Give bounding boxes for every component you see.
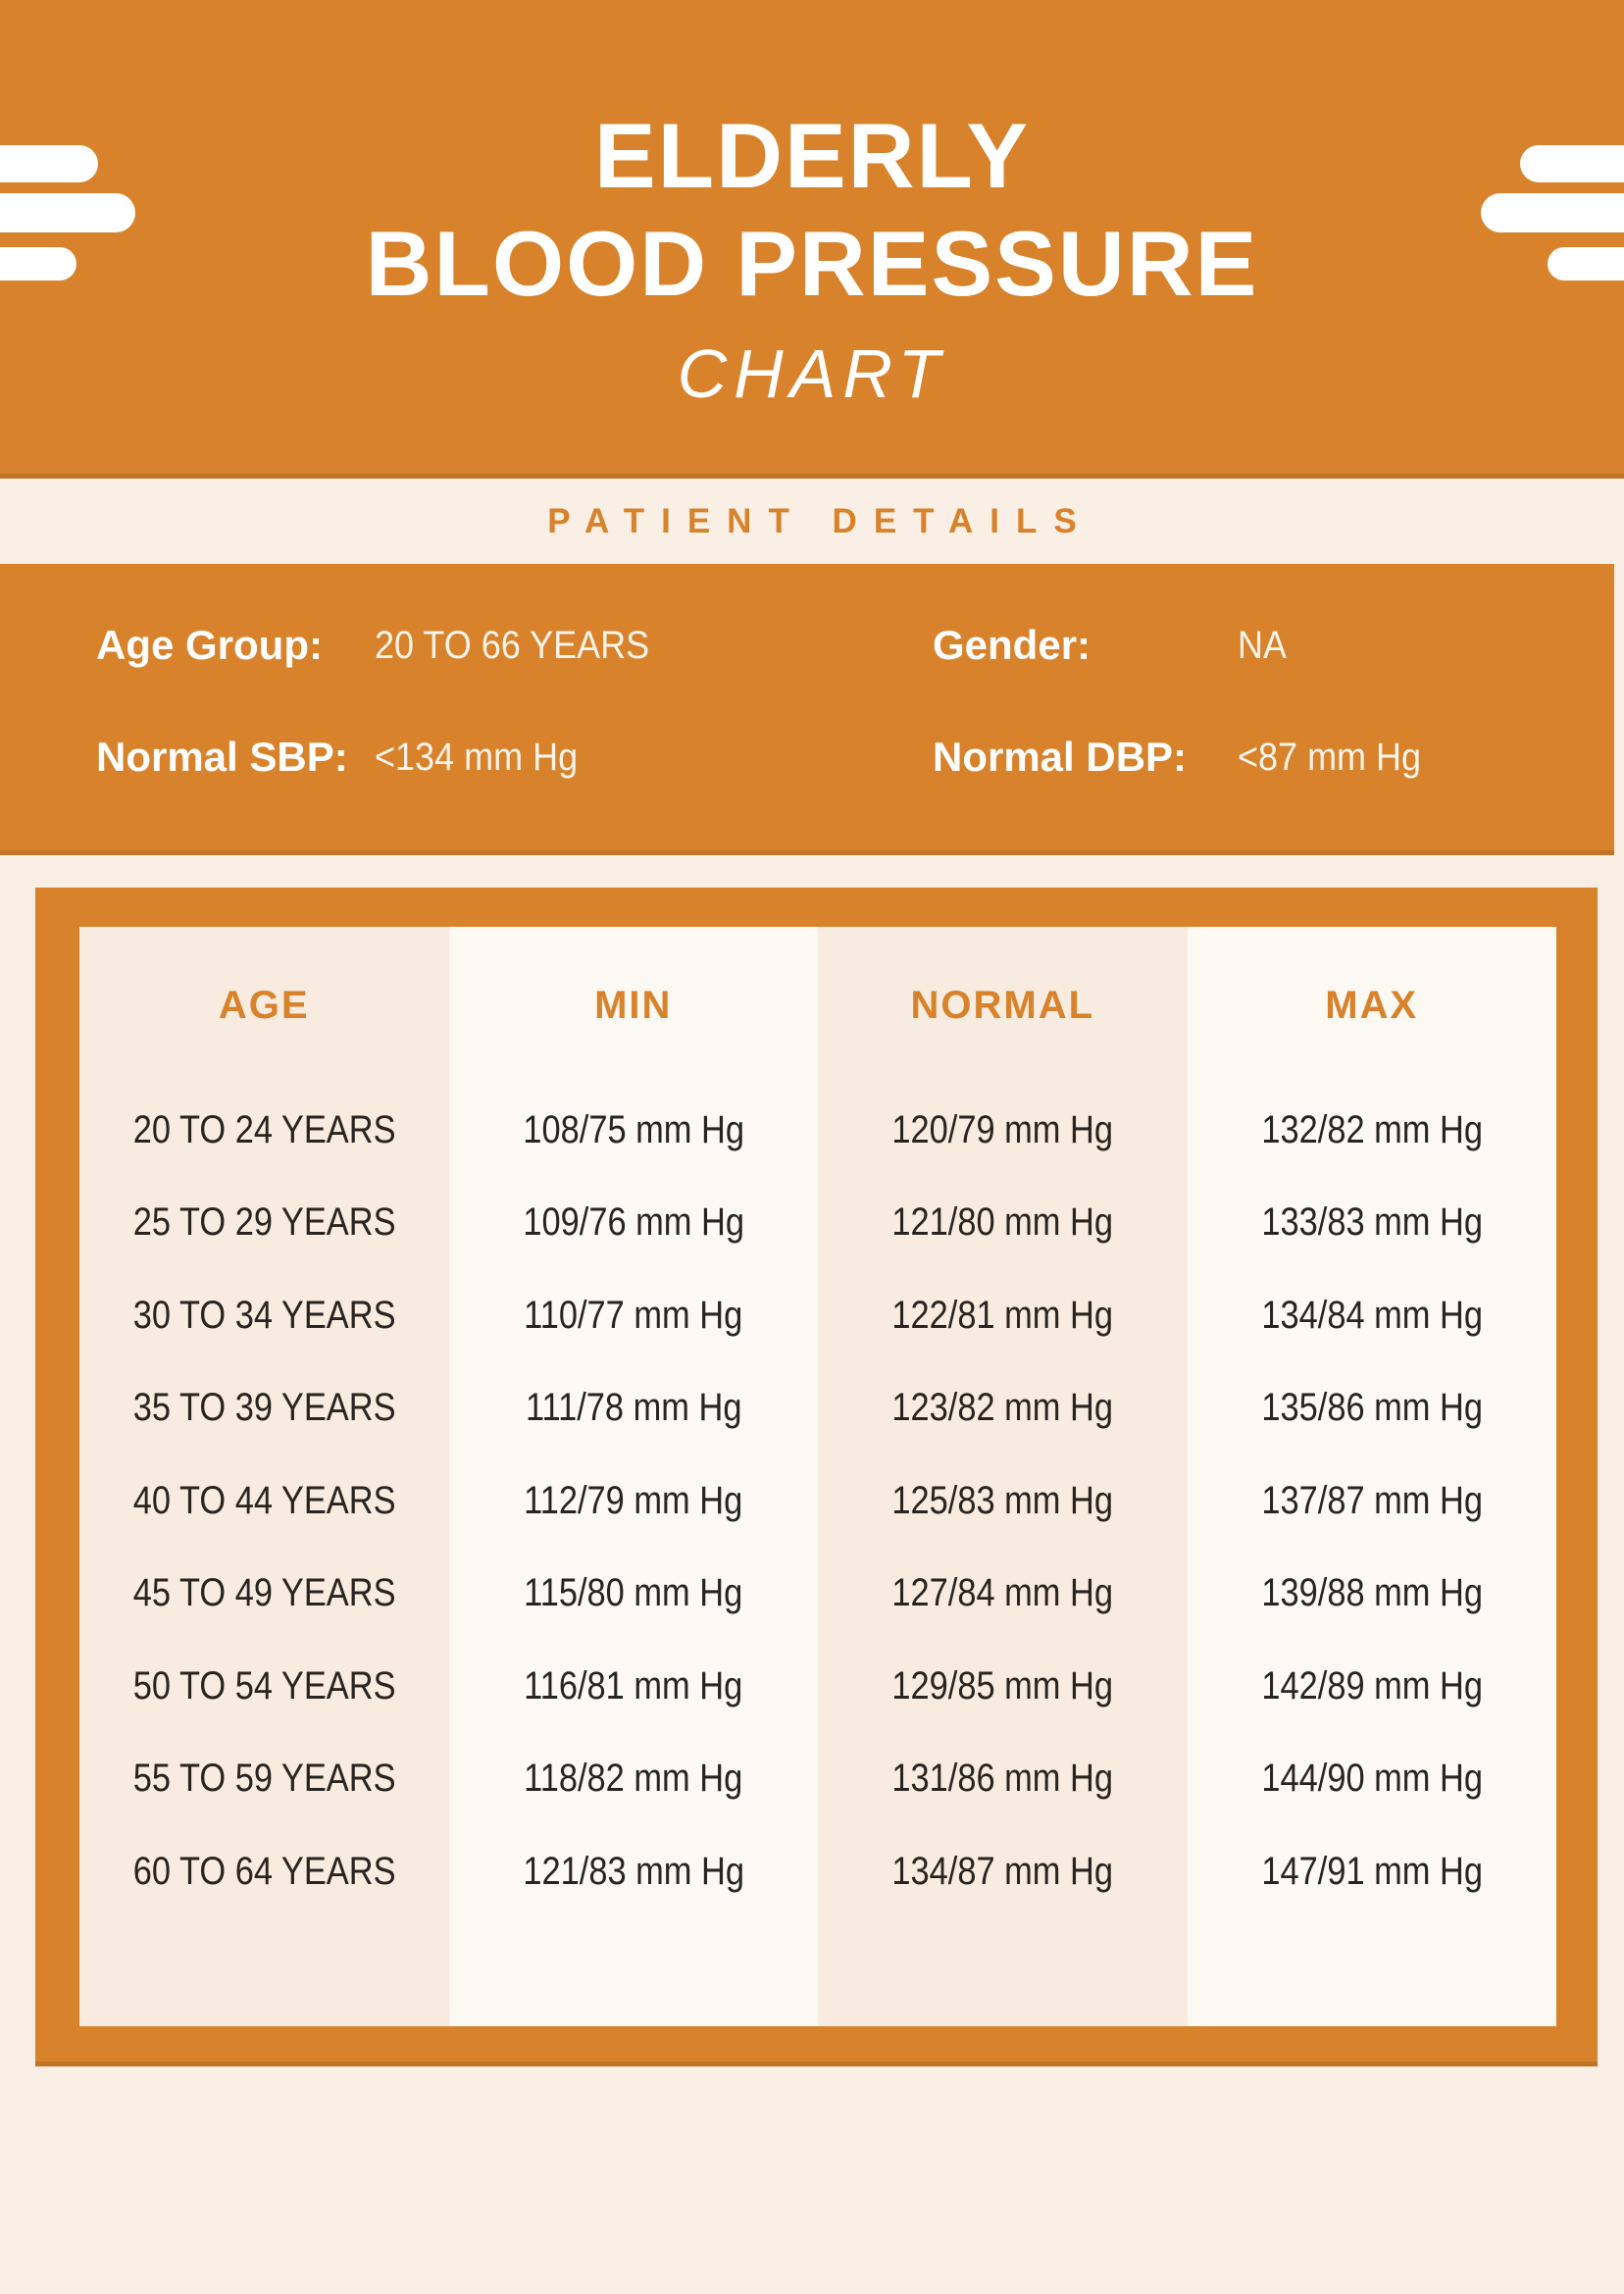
table-cell: 147/91 mm Hg [1260, 1849, 1483, 1893]
patient-details-strip [0, 479, 1624, 564]
table-cell: 50 TO 54 YEARS [132, 1663, 396, 1708]
age-group-label: Age Group: [96, 622, 323, 668]
table-cell: 121/83 mm Hg [522, 1849, 744, 1893]
table-column-normal [818, 927, 1188, 2026]
table-cell: 121/80 mm Hg [891, 1200, 1114, 1245]
table-cell: 134/87 mm Hg [891, 1849, 1114, 1893]
table-cell: 111/78 mm Hg [525, 1386, 742, 1430]
table-cell: 110/77 mm Hg [524, 1293, 743, 1337]
normal-dbp-value: <87 mm Hg [1238, 736, 1422, 779]
table-cell: 116/81 mm Hg [524, 1663, 743, 1708]
column-header-max: MAX [1325, 983, 1419, 1027]
bp-table [79, 927, 1556, 2026]
decor-bar-left-3 [0, 247, 76, 280]
table-column-max [1188, 927, 1557, 2026]
table-column-age [79, 927, 449, 2026]
table-cell: 45 TO 49 YEARS [132, 1571, 396, 1615]
table-cell: 20 TO 24 YEARS [132, 1107, 396, 1151]
column-header-age: AGE [218, 983, 310, 1027]
table-cell: 133/83 mm Hg [1260, 1200, 1483, 1245]
table-cell: 35 TO 39 YEARS [132, 1386, 396, 1430]
table-cell: 40 TO 44 YEARS [132, 1478, 396, 1522]
table-cell: 139/88 mm Hg [1260, 1571, 1483, 1615]
header-band [0, 0, 1624, 479]
patient-details-band [0, 564, 1614, 855]
decor-bar-right-3 [1548, 247, 1624, 280]
table-cell: 55 TO 59 YEARS [132, 1757, 396, 1801]
table-cell: 123/82 mm Hg [891, 1386, 1114, 1430]
decor-bar-right-2 [1481, 193, 1624, 232]
table-cell: 131/86 mm Hg [891, 1757, 1114, 1801]
normal-sbp-label: Normal SBP: [96, 734, 348, 780]
table-cell: 109/76 mm Hg [522, 1200, 744, 1245]
table-cell: 30 TO 34 YEARS [132, 1293, 396, 1337]
table-cell: 135/86 mm Hg [1260, 1386, 1483, 1430]
column-header-min: MIN [594, 983, 673, 1027]
table-cell: 122/81 mm Hg [891, 1293, 1114, 1337]
decor-bar-left-1 [0, 145, 98, 182]
table-cell: 132/82 mm Hg [1260, 1107, 1483, 1151]
table-cell: 118/82 mm Hg [524, 1757, 743, 1801]
table-cell: 134/84 mm Hg [1260, 1293, 1483, 1337]
gender-label: Gender: [933, 622, 1091, 668]
gender-value: NA [1238, 624, 1288, 667]
page-subtitle: CHART [677, 335, 947, 412]
table-cell: 115/80 mm Hg [524, 1571, 743, 1615]
table-cell: 144/90 mm Hg [1260, 1757, 1483, 1801]
table-cell: 129/85 mm Hg [891, 1663, 1114, 1708]
table-cell: 120/79 mm Hg [891, 1107, 1114, 1151]
page-title-line-2: BLOOD PRESSURE [365, 212, 1259, 315]
table-cell: 142/89 mm Hg [1260, 1663, 1483, 1708]
table-cell: 60 TO 64 YEARS [132, 1849, 396, 1893]
table-cell: 127/84 mm Hg [891, 1571, 1114, 1615]
patient-details-title: PATIENT DETAILS [547, 501, 1093, 540]
table-cell: 125/83 mm Hg [891, 1478, 1114, 1522]
table-cell: 108/75 mm Hg [522, 1107, 744, 1151]
table-column-min [449, 927, 819, 2026]
table-cell: 112/79 mm Hg [524, 1478, 743, 1522]
decor-bar-right-1 [1520, 145, 1624, 182]
bp-table-container [35, 888, 1598, 2066]
age-group-value: 20 TO 66 YEARS [375, 624, 650, 667]
decor-bar-left-2 [0, 193, 135, 232]
table-cell: 25 TO 29 YEARS [132, 1200, 396, 1245]
column-header-normal: NORMAL [910, 983, 1095, 1027]
normal-dbp-label: Normal DBP: [933, 734, 1188, 780]
page-title-line-1: ELDERLY [593, 104, 1031, 207]
normal-sbp-value: <134 mm Hg [375, 736, 579, 779]
table-cell: 137/87 mm Hg [1260, 1478, 1483, 1522]
